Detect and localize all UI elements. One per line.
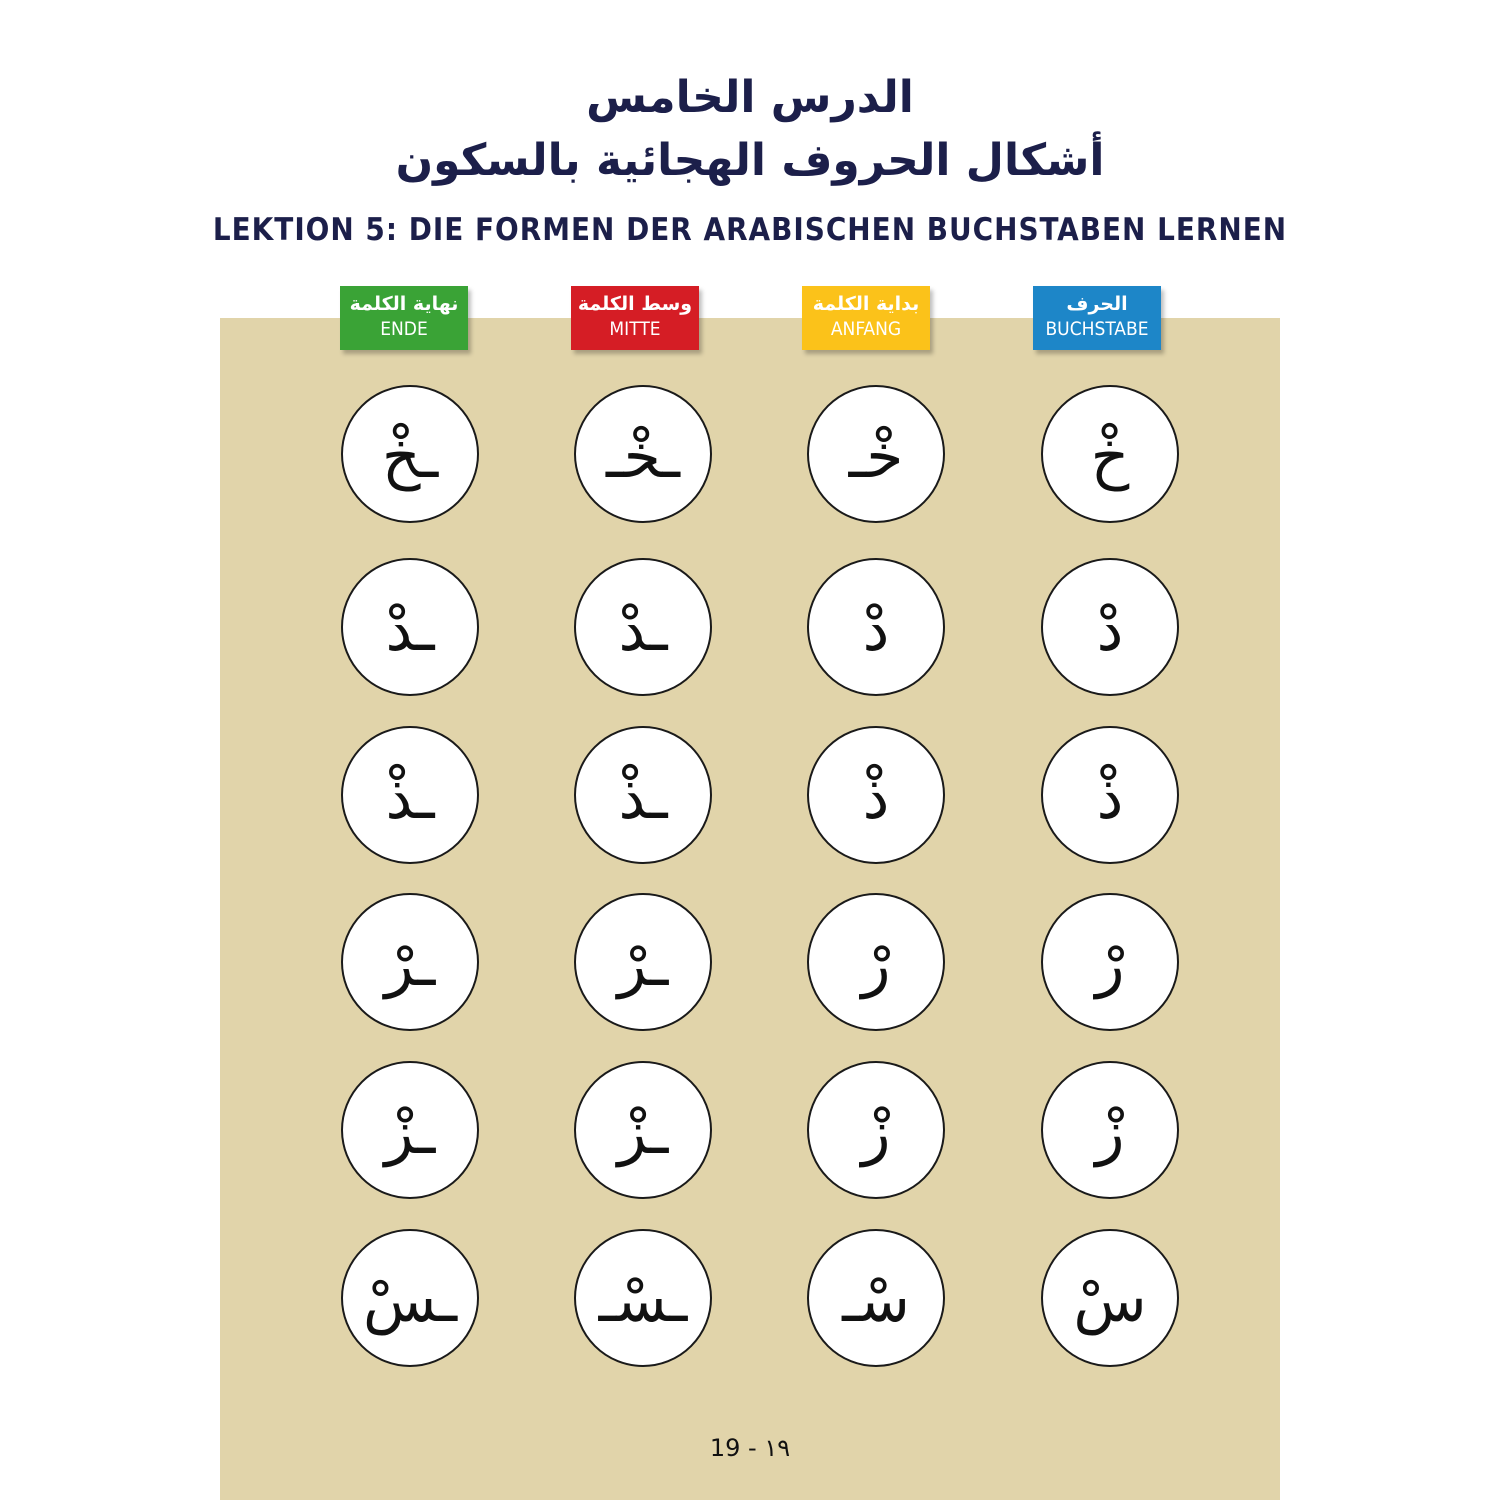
letter-circle [341, 726, 479, 864]
column-header-de: ANFANG [830, 318, 902, 340]
letter-circle [807, 385, 945, 523]
letter-form: ـسْـ [598, 1266, 688, 1336]
column-header-ar: وسط الكلمة [577, 293, 693, 315]
letter-circle [574, 1061, 712, 1199]
letter-form: خْ [1090, 422, 1130, 492]
letter-form: زْ [1095, 1098, 1125, 1168]
letter-circle [341, 1229, 479, 1367]
letter-form: ذْ [1096, 763, 1124, 833]
lesson-title: الدرس الخامس [586, 72, 914, 123]
letter-circle [341, 1061, 479, 1199]
letter-circle [1041, 385, 1179, 523]
letter-form: سْـ [842, 1266, 910, 1336]
letter-circle [1041, 558, 1179, 696]
column-header-de: BUCHSTABE [1045, 318, 1149, 340]
letter-circle [574, 385, 712, 523]
letter-form: ـرْ [384, 930, 436, 1000]
letter-form: ـزْ [617, 1098, 669, 1168]
column-header-mitte [571, 286, 699, 350]
letter-form: ـخْ [381, 422, 439, 492]
letter-circle [574, 558, 712, 696]
letter-circle [341, 893, 479, 1031]
letter-circle [1041, 893, 1179, 1031]
letter-circle [807, 1061, 945, 1199]
letter-circle [807, 726, 945, 864]
letter-form: سْ [1073, 1266, 1147, 1336]
letter-circle [807, 1229, 945, 1367]
column-header-ar: بداية الكلمة [812, 293, 920, 315]
letter-form: رْ [861, 930, 891, 1000]
column-header-ar: نهاية الكلمة [349, 293, 459, 315]
letter-circle [574, 726, 712, 864]
letter-form: ـزْ [384, 1098, 436, 1168]
letter-form: ذْ [862, 763, 890, 833]
column-header-de: ENDE [380, 318, 428, 340]
letter-form: ـخْـ [606, 422, 680, 492]
lesson-subtitle-arabic: أشكال الحروف الهجائية بالسكون [395, 135, 1105, 186]
letter-form: ـدْ [618, 595, 668, 665]
column-header-buchstabe [1033, 286, 1161, 350]
letter-form: دْ [862, 595, 890, 665]
letter-circle [1041, 726, 1179, 864]
letter-circle [1041, 1061, 1179, 1199]
letter-form: خْـ [848, 422, 904, 492]
letter-circle [1041, 1229, 1179, 1367]
column-header-ar: الحرف [1066, 293, 1128, 315]
letter-circle [574, 1229, 712, 1367]
letter-circle [807, 893, 945, 1031]
letter-form: زْ [861, 1098, 891, 1168]
letter-form: ـسْ [362, 1266, 458, 1336]
column-header-de: MITTE [609, 318, 661, 340]
letter-form: دْ [1096, 595, 1124, 665]
letter-form: ـذْ [618, 763, 668, 833]
letter-form: رْ [1095, 930, 1125, 1000]
letter-form: ـدْ [385, 595, 435, 665]
letter-circle [341, 385, 479, 523]
letter-circle [807, 558, 945, 696]
column-header-ende [340, 286, 468, 350]
letter-form: ـذْ [385, 763, 435, 833]
column-header-anfang [802, 286, 930, 350]
letter-circle [341, 558, 479, 696]
page-number: 19 - ١٩ [709, 1434, 791, 1462]
letter-circle [574, 893, 712, 1031]
letter-form: ـرْ [617, 930, 669, 1000]
lesson-subtitle-german: LEKTION 5: DIE FORMEN DER ARABISCHEN BUCHSTABEN LERNEN [212, 212, 1288, 248]
